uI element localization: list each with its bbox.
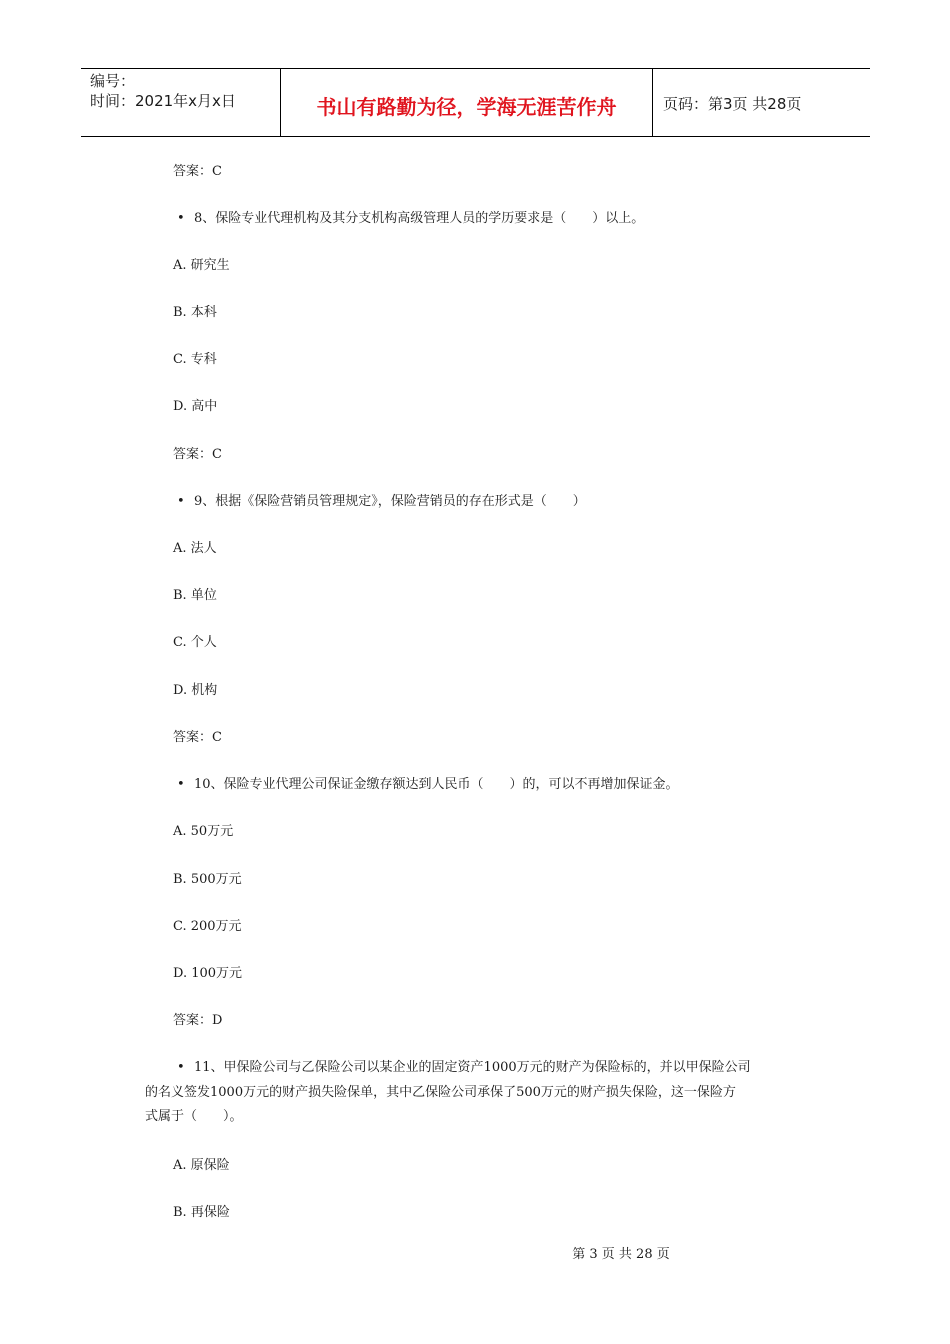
option-10d: D. 100万元	[173, 966, 243, 981]
header-page-info: 页码：第3页 共28页	[663, 95, 802, 113]
option-8a: A. 研究生	[173, 258, 230, 273]
document-time-label: 时间：2021年x月x日	[90, 92, 236, 110]
bullet-icon: •	[177, 494, 185, 509]
answer-7: 答案：C	[173, 164, 222, 179]
page-header	[81, 68, 870, 137]
option-11b: B. 再保险	[173, 1205, 230, 1220]
question-9: 9、根据《保险营销员管理规定》，保险营销员的存在形式是（ ）	[194, 494, 586, 509]
document-number-label: 编号：	[90, 72, 136, 90]
question-11-line-3: 式属于（ ）。	[145, 1109, 243, 1124]
option-11a: A. 原保险	[173, 1158, 230, 1173]
option-10b: B. 500万元	[173, 872, 242, 887]
bullet-icon: •	[177, 777, 185, 792]
question-11-line-2: 的名义签发1000万元的财产损失险保单，其中乙保险公司承保了500万元的财产损失保险，这一保险方	[145, 1085, 736, 1100]
answer-10: 答案：D	[173, 1013, 223, 1028]
header-meta	[81, 69, 281, 136]
question-8: 8、保险专业代理机构及其分支机构高级管理人员的学历要求是（ ）以上。	[194, 211, 645, 226]
option-9a: A. 法人	[173, 541, 217, 556]
question-11-line-1: 11、甲保险公司与乙保险公司以某企业的固定资产1000万元的财产为保险标的，并以甲保险公司	[194, 1060, 751, 1075]
option-9b: B. 单位	[173, 588, 217, 603]
option-9c: C. 个人	[173, 635, 217, 650]
answer-8: 答案：C	[173, 447, 222, 462]
header-motto: 书山有路勤为径，学海无涯苦作舟	[281, 69, 653, 136]
option-10c: C. 200万元	[173, 919, 242, 934]
bullet-icon: •	[177, 211, 185, 226]
option-10a: A. 50万元	[173, 824, 234, 839]
option-8c: C. 专科	[173, 352, 217, 367]
answer-9: 答案：C	[173, 730, 222, 745]
bullet-icon: •	[177, 1060, 185, 1075]
option-8b: B. 本科	[173, 305, 217, 320]
option-8d: D. 高中	[173, 399, 218, 414]
page-footer: 第 3 页 共 28 页	[572, 1247, 670, 1262]
option-9d: D. 机构	[173, 683, 218, 698]
question-10: 10、保险专业代理公司保证金缴存额达到人民币（ ）的，可以不再增加保证金。	[194, 777, 679, 792]
